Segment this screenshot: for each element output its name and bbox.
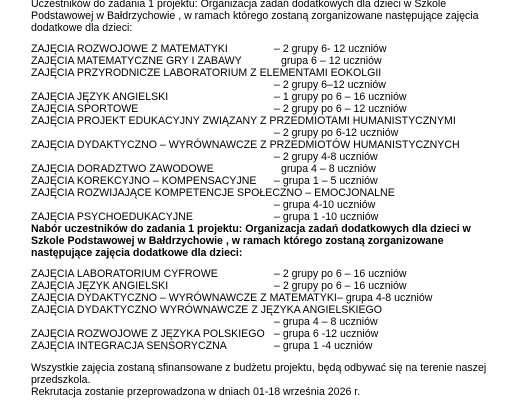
intro-line-3: dodatkowe dla dzieci:	[31, 22, 133, 34]
activity-name: ZAJĘCIA DORADZTWO ZAWODOWE	[31, 163, 214, 175]
activity-groups: – grupa 6 -12 uczniów	[274, 328, 379, 340]
activity-groups: – 2 grupy po 6 – 16 uczniów	[274, 280, 407, 292]
intro-line-1: Uczestników do zadania 1 projektu: Organizacja zadań dodatkowych dla dzieci w Szkole	[31, 0, 447, 10]
activity-groups: – grupa 4 – 8 uczniów	[274, 316, 378, 328]
activity-groups: grupa 4 – 8 uczniów	[281, 163, 376, 175]
activity-name: ZAJĘCIA PSYCHOEDUKACYJNE	[31, 211, 193, 223]
activity-name: ZAJĘCIA KOREKCYJNO – KOMPENSACYJNE	[31, 175, 257, 187]
activity-name: ZAJĘCIA ROZWOJOWE Z MATEMATYKI	[31, 43, 228, 55]
activity-groups: – 1 grupy po 6 – 16 uczniów	[274, 91, 407, 103]
intro-line-2: Podstawowej w Bałdrzychowie , w ramach którego zostaną zorganizowane następujące zajęcia	[31, 10, 479, 22]
activity-name: ZAJĘCIA JĘZYK ANGIELSKI	[31, 280, 169, 292]
activity-groups: – grupa 1 -4 uczniów	[274, 340, 373, 352]
activity-groups: – grupa 4-10 uczniów	[274, 199, 376, 211]
activity-groups: – 2 grupy po 6 – 16 uczniów	[274, 268, 407, 280]
activity-groups: – 2 grupy 6–12 uczniów	[274, 79, 386, 91]
activity-groups: – grupa 4-8 uczniów	[337, 292, 433, 304]
activity-groups: grupa 6 – 12 uczniów	[281, 55, 382, 67]
activity-name: ZAJĘCIA SPORTOWE	[31, 103, 139, 115]
recruitment-line-1: Nabór uczestników do zadania 1 projektu: Organizacja zadań dodatkowych dla dzieci w	[31, 223, 471, 235]
activity-name: ZAJĘCIA ROZWIJAJĄCE KOMPETENCJE SPOŁECZNO – EMOCJONALNE	[31, 187, 395, 199]
activity-groups: – 2 grupy po 6 – 12 uczniów	[274, 103, 407, 115]
recruitment-line-3: następujące zajęcia dodatkowe dla dzieci:	[31, 247, 243, 259]
activity-name: ZAJĘCIA DYDAKTYCZNO – WYRÓWNAWCZE Z PRZEDMIOTÓW HUMANISTYCZNYCH	[31, 139, 460, 151]
footer-line-1: Wszystkie zajęcia zostaną sfinansowane z budżetu projektu, będą odbywać się na terenie naszej	[31, 362, 487, 374]
activity-name: ZAJĘCIA MATEMATYCZNE GRY I ZABAWY	[31, 55, 242, 67]
footer-line-2: przedszkola.	[31, 374, 91, 386]
activity-name: ZAJĘCIA DYDAKTYCZNO WYRÓWNAWCZE Z JĘZYKA ANGIELSKIEGO	[31, 304, 383, 316]
activity-name: ZAJĘCIA PRZYRODNICZE LABORATORIUM Z ELEMENTAMI EOKOLGII	[31, 67, 382, 79]
activity-groups: – grupa 1 – 5 uczniów	[274, 175, 378, 187]
recruitment-line-2: Szkole Podstawowej w Bałdrzychowie , w ramach którego zostaną zorganizowane	[31, 235, 444, 247]
footer-line-3: Rekrutacja zostanie przeprowadzona w dniach 01-18 września 2026 r.	[31, 386, 361, 398]
activity-groups: – 2 grupy po 6-12 uczniów	[274, 127, 399, 139]
activity-name: ZAJĘCIA DYDAKTYCZNO – WYRÓWNAWCZE Z MATEMATYKI	[31, 292, 337, 304]
activity-name: ZAJĘCIA PROJEKT EDUKACYJNY ZWIĄZANY Z PRZEDMIOTAMI HUMANISTYCZNYMI	[31, 115, 456, 127]
activity-groups: – 2 grupy 4-8 uczniów	[274, 151, 378, 163]
activity-groups: – grupa 1 -10 uczniów	[274, 211, 379, 223]
activity-groups: – 2 grupy 6- 12 uczniów	[274, 43, 387, 55]
activity-name: ZAJĘCIA LABORATORIUM CYFROWE	[31, 268, 218, 280]
activity-name: ZAJĘCIA ROZWOJOWE Z JĘZYKA POLSKIEGO	[31, 328, 265, 340]
activity-name: ZAJĘCIA INTEGRACJA SENSORYCZNA	[31, 340, 227, 352]
activity-name: ZAJĘCIA JĘZYK ANGIELSKI	[31, 91, 169, 103]
